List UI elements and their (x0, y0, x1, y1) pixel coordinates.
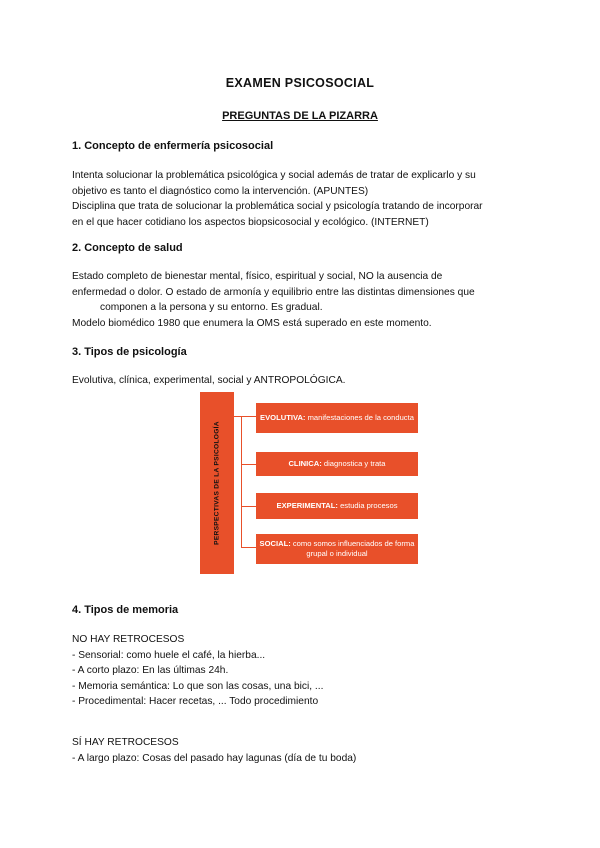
diagram-spine (241, 416, 242, 547)
paragraph-line: Evolutiva, clínica, experimental, social y ANTROPOLÓGICA. (72, 375, 346, 386)
list-item: - Procedimental: Hacer recetas, ... Todo procedimiento (72, 696, 319, 707)
diagram-box-experimental (256, 493, 418, 519)
diagram-arm (241, 506, 256, 507)
box-key: CLINICA: (288, 459, 322, 468)
section-4-body-b (72, 735, 542, 766)
paragraph-line: SÍ HAY RETROCESOS (72, 737, 179, 748)
paragraph-line: Modelo biomédico 1980 que enumera la OMS está superado en este momento. (72, 317, 432, 329)
paragraph-line: Intenta solucionar la problemática psicológica y social además de tratar de explicarlo y su (72, 170, 476, 181)
diagram-connector (234, 416, 241, 417)
box-key: EVOLUTIVA: (260, 413, 306, 422)
box-text: estudia procesos (337, 501, 398, 510)
section-3-heading: 3. Tipos de psicología (72, 346, 187, 358)
box-text: como somos influenciados de forma grupal o individual (290, 539, 415, 558)
box-key: EXPERIMENTAL: (276, 501, 338, 510)
diagram-arm (241, 416, 256, 417)
psychology-perspectives-diagram (200, 392, 422, 578)
paragraph-line: en el que hacer cotidiano los aspectos biopsicosocial y ecológico. (INTERNET) (72, 216, 429, 228)
section-2-body (72, 269, 542, 331)
paragraph-line: enfermedad o dolor. O estado de armonía y equilibrio entre las distintas dimensiones que (72, 286, 475, 298)
document-title: EXAMEN PSICOSOCIAL (225, 76, 375, 90)
diagram-vertical-bar (200, 392, 234, 574)
diagram-arm (241, 464, 256, 465)
list-item: - Sensorial: como huele el café, la hierba... (72, 649, 266, 661)
box-text: diagnostica y trata (321, 459, 386, 468)
paragraph-line: componen a la persona y su entorno. Es gradual. (100, 302, 323, 313)
section-2-heading: 2. Concepto de salud (72, 242, 183, 254)
paragraph-line: Disciplina que trata de solucionar la problemática social y psicología tratando de incorporar (72, 201, 483, 212)
diagram-box-evolutiva (256, 403, 418, 433)
section-3-body (72, 373, 542, 389)
paragraph-line: objetivo es tanto el diagnóstico como la intervención. (APUNTES) (72, 185, 369, 197)
box-text: manifestaciones de la conducta (305, 413, 414, 422)
diagram-box-clinica (256, 452, 418, 476)
section-1-body (72, 168, 542, 230)
section-4-heading: 4. Tipos de memoria (72, 604, 179, 616)
paragraph-line: Estado completo de bienestar mental, físico, espiritual y social, NO la ausencia de (72, 271, 443, 282)
list-item: - Memoria semántica: Lo que son las cosas, una bici, ... (72, 680, 324, 692)
document-subtitle: PREGUNTAS DE LA PIZARRA (222, 110, 378, 122)
section-1-heading: 1. Concepto de enfermería psicosocial (72, 140, 274, 152)
list-item: - A largo plazo: Cosas del pasado hay lagunas (día de tu boda) (72, 752, 357, 764)
diagram-arm (241, 547, 256, 548)
diagram-vertical-label: PERSPECTIVAS DE LA PSICOLOGÍA (213, 421, 221, 545)
list-item: - A corto plazo: En las últimas 24h. (72, 665, 229, 676)
diagram-box-social (256, 534, 418, 564)
section-4-body-a (72, 632, 542, 710)
paragraph-line: NO HAY RETROCESOS (72, 634, 185, 645)
box-key: SOCIAL: (259, 539, 291, 548)
